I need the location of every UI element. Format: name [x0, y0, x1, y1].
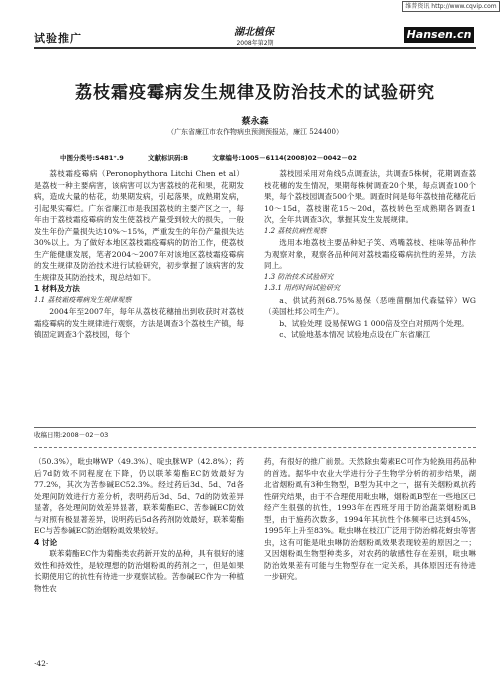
publisher-logo: Hansen.cn	[404, 27, 474, 43]
paragraph: 荔枝园采用对角线5点调查法，共调查5株树，花期调查荔枝花穗的发生情况，果期每株树调查20个果，每点调查100个果，每个荔枝园调查500个果。调查时间是每年荔枝抽花穗花后10～15d，荔枝谢花15～20d，荔枝转色至成熟期各调查1次，全年共调查3次，掌握其发生发展规律。	[264, 169, 476, 224]
column-4	[264, 456, 476, 583]
paragraph: 联苯菊酯EC作为菊酯类农药新开发的品种，具有很好的速效性和持效性，是较理想的防治烟粉虱的药剂之一，但是如果长期使用它的抗性有待进一步观察试验。苦参碱EC作为一种植物性农	[34, 549, 244, 593]
section-label: 试验推广	[34, 32, 82, 45]
article-number: 文章编号:1005－6114(2008)02－0042－02	[212, 154, 357, 162]
affiliation: （广东省廉江市农作物病虫预测预报站，廉江 524400）	[167, 128, 343, 136]
column-2	[264, 168, 476, 341]
paragraph: 荔枝霜疫霉病（Peronophythora Litchi Chen et al）是荔枝一种主要病害，该病害可以为害荔枝的花和果，花期发病，造成大量的枯花，幼果期发病，引起落果，成熟期发病，引起果实霉烂。广东省廉江市是我国荔枝的主要产区之一，每年由于荔枝霜疫霉病的发生使荔枝产量受到较大的损失，一般发生年份产量损失达10%～15%，严重发生的年份产量损失达30%以上。为了做好本地区荔枝霜疫霉病的防治工作，使荔枝生产能健康发展，笔者2004～2007年对该地区荔枝霜疫霉病的发生规律及防治技术进行试验研究，初步掌握了该病害的发生规律及其防治技术，现总结如下。	[34, 169, 244, 282]
column-1	[34, 168, 244, 341]
watermark: 维普资讯 http://www.cqvip.com	[402, 1, 500, 12]
page-number: ·42·	[34, 659, 49, 668]
paragraph: 药，有很好的推广前景。天然除虫菊素EC可作为轮换用药品种的首选。据华中农业大学进行分子生物学分析的初步结果，湖北省烟粉虱有3种生物型，B型为其中之一，据有关烟粉虱抗药性研究结果，由于不合理使用吡虫啉，烟粉虱B型在一些地区已经产生很强的抗性，1993年在西班牙用于防治蔬菜烟粉虱B型，由于施药次数多，1994年其抗性个体频率已达到45%，1995年上升至83%。吡虫啉在枝江广泛用于防治棉花蚜虫等害虫，这有可能是吡虫啉防治烟粉虱效果表现较差的原因之一；又因烟粉虱生物型种类多，对农药的敏感性存在差别，吡虫啉防治效果差有可能与生物型存在一定关系，具体原因还有待进一步研究。	[264, 457, 476, 581]
subsection-heading: 1.1 荔枝霜疫霉病发生规律观察	[34, 295, 132, 304]
footnote-rule	[34, 427, 476, 428]
paragraph: c、试验地基本情况 试验地点设在广东省廉江	[279, 330, 431, 339]
document-code: 文献标识码:B	[148, 154, 189, 162]
journal-logo: 湖北植保	[234, 27, 274, 38]
subsection-heading: 1.2 荔枝抗病性观察	[264, 226, 327, 235]
classification-meta	[60, 153, 480, 162]
paragraph: （50.3%），吡虫啉WP（49.3%）、啶虫脒WP（42.8%）；药后7d防效不同程度在下降，仍以联苯菊酯EC防效最好为77.2%，其次为苦参碱EC52.3%。经过药后3d、5d、7d各处理间防效进行方差分析，表明药后3d、5d、7d的防效差异显著，各处理间防效差异显著，联苯菊酯EC、苦参碱EC防效与对照有极显著差异，说明药后5d各药剂防效最好，联苯菊酯EC与苦参碱EC防治烟粉虱效果较好。	[34, 457, 244, 535]
paragraph: b、试验处理 设易保WG 1 000倍及空白对照两个处理。	[279, 318, 469, 328]
page-divider	[34, 447, 476, 448]
paragraph: a、供试药剂68.75%易保（恶唑菌酮加代森锰锌）WG（美国杜邦公司生产）。	[264, 295, 476, 316]
header-rule	[34, 47, 476, 49]
paragraph: 2004年至2007年，每年从荔枝花穗抽出到收获时对荔枝霜疫霉病的发生规律进行观察，方法是调查3个荔枝生产镇，每镇固定调查3个荔枝园，每个	[34, 307, 244, 339]
clc-number: 中图分类号:S481⁺.9	[60, 154, 124, 162]
subsection-heading: 1.3.1 用药时间试验研究	[264, 284, 341, 292]
column-3	[34, 456, 244, 594]
section-heading: 4 讨论	[34, 537, 58, 547]
issue-label: 2008年第2期	[236, 40, 274, 47]
paragraph: 选用本地荔枝主要品种妃子笑、鸡嘴荔枝、桂味等品种作为观察对象，观察各品种间对荔枝霜疫霉病抗性的差异，方法同上。	[264, 238, 476, 270]
received-date: 收稿日期:2008－02－03	[34, 431, 109, 439]
subsection-heading: 1.3 防治技术试验研究	[264, 272, 334, 281]
author: 蔡永森	[241, 117, 269, 127]
paper-title: 荔枝霜疫霉病发生规律及防治技术的试验研究	[75, 83, 435, 103]
section-heading: 1 材料及方法	[34, 284, 80, 293]
